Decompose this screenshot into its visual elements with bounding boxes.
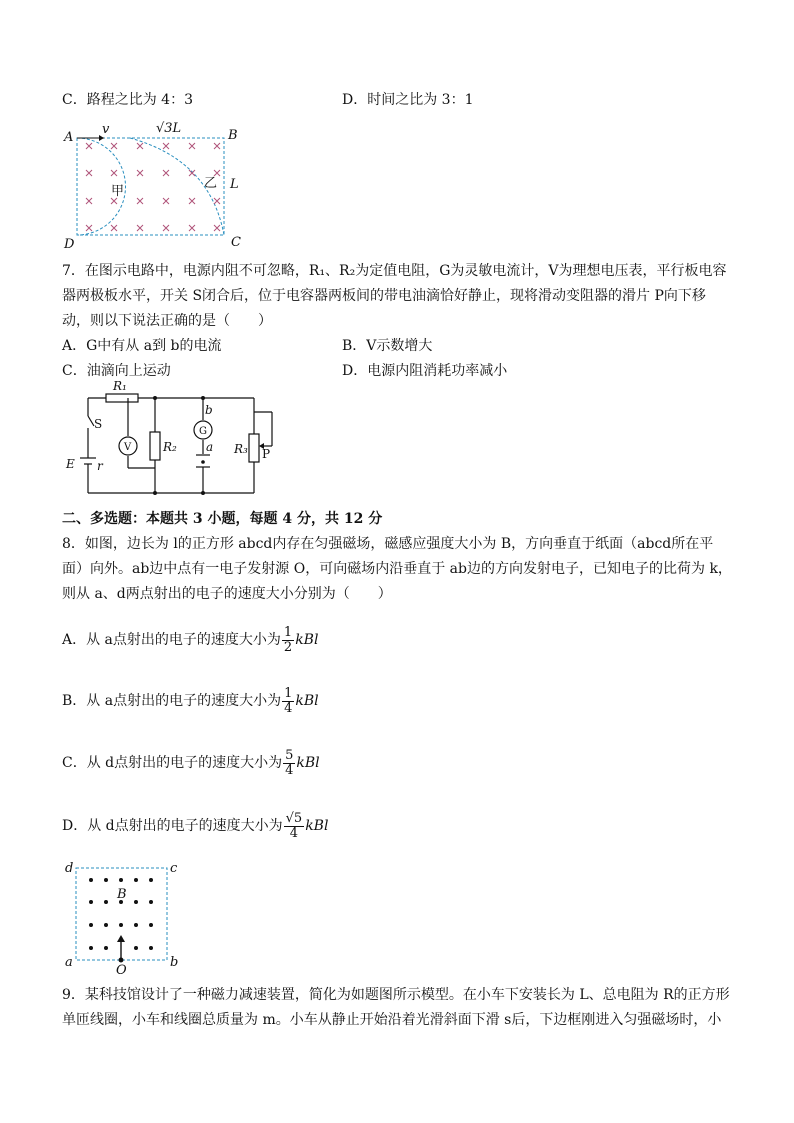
field-dot bbox=[104, 900, 108, 904]
field-dot bbox=[149, 923, 153, 927]
q8-option-d: D．从 d点射出的电子的速度大小为 $\frac{√5}{4}$ kBl bbox=[62, 810, 329, 841]
field-dot bbox=[119, 923, 123, 927]
q6-option-d: D．时间之比为 3：1 bbox=[342, 92, 474, 108]
q7-option-c: C．油滴向上运动 bbox=[62, 363, 171, 379]
field-dot bbox=[134, 923, 138, 927]
field-dot bbox=[149, 946, 153, 950]
section-2-heading: 二、多选题：本题共 3 小题，每题 4 分，共 12 分 bbox=[62, 511, 383, 527]
fig7-label-g: G bbox=[199, 426, 207, 437]
field-dot bbox=[104, 923, 108, 927]
field-dot bbox=[89, 878, 93, 882]
field-dot bbox=[89, 946, 93, 950]
q8-stem-line3: 则从 a、d两点射出的电子的速度大小分别为（ ） bbox=[62, 586, 392, 602]
q9-stem-line1: 9．某科技馆设计了一种磁力减速装置，简化为如题图所示模型。在小车下安装长为 L、总电阻为 R的正方形 bbox=[62, 987, 730, 1003]
field-dot bbox=[104, 946, 108, 950]
q8-stem-line2: 面）向外。ab边中点有一电子发射源 O，可向磁场内沿垂直于 ab边的方向发射电子，已知电子的比荷为 k， bbox=[62, 561, 732, 577]
fig7-label-r3: R₃ bbox=[234, 442, 248, 456]
fig7-label-a: a bbox=[206, 440, 214, 454]
fig7-label-s: S bbox=[94, 417, 103, 431]
q8-option-b: B．从 a点射出的电子的速度大小为 $\frac{1}{4}$ kBl bbox=[62, 685, 319, 716]
fig7-label-r: r bbox=[97, 459, 103, 473]
field-dot bbox=[134, 946, 138, 950]
q9-stem-line2: 单匝线圈，小车和线圈总质量为 m。小车从静止开始沿着光滑斜面下滑 s后，下边框刚进入匀强磁场时，小 bbox=[62, 1012, 722, 1028]
field-dot bbox=[149, 900, 153, 904]
fig7-label-p: P bbox=[262, 447, 271, 461]
fig8-label-o: O bbox=[116, 963, 127, 978]
fig8-label-a: a bbox=[65, 955, 73, 970]
fig8-label-b: b bbox=[170, 955, 179, 970]
fig6-label-d: D bbox=[64, 237, 75, 252]
q7-option-a: A．G中有从 a到 b的电流 bbox=[62, 338, 222, 354]
fig7-label-r1: R₁ bbox=[113, 379, 127, 393]
q7-stem-line3: 动，则以下说法正确的是（ ） bbox=[62, 313, 272, 329]
q8-option-a: A．从 a点射出的电子的速度大小为 $\frac{1}{2}$ kBl bbox=[62, 624, 319, 655]
fig7-label-v: V bbox=[124, 442, 132, 453]
fig8-label-b-field: B bbox=[117, 887, 127, 902]
fig7-label-e: E bbox=[66, 457, 75, 471]
fig6-label-a: A bbox=[64, 130, 74, 145]
fig6-label-b: B bbox=[228, 128, 238, 143]
fig6-label-v: v bbox=[102, 122, 110, 137]
fig6-label-yi: 乙 bbox=[204, 176, 218, 191]
field-dot bbox=[104, 878, 108, 882]
field-dot bbox=[89, 900, 93, 904]
q6-option-c: C．路程之比为 4：3 bbox=[62, 92, 193, 108]
field-dot bbox=[119, 878, 123, 882]
field-dot bbox=[134, 900, 138, 904]
fig8-label-c: c bbox=[170, 861, 178, 876]
fig7-label-b: b bbox=[205, 403, 213, 417]
fig7-label-r2: R₂ bbox=[163, 440, 177, 454]
field-dot bbox=[134, 878, 138, 882]
field-dot bbox=[89, 923, 93, 927]
fig8-label-d: d bbox=[65, 861, 74, 876]
q7-option-b: B．V示数增大 bbox=[342, 338, 433, 354]
q7-stem-line2: 器两极板水平，开关 S闭合后，位于电容器两板间的带电油滴恰好静止，现将滑动变阻器的滑片 P向下移 bbox=[62, 288, 706, 304]
fig8-source-o bbox=[119, 958, 124, 963]
fig6-label-top-length: √3L bbox=[156, 121, 182, 136]
field-dot bbox=[149, 878, 153, 882]
q8-stem-line1: 8．如图，边长为 l的正方形 abcd内存在匀强磁场，磁感应强度大小为 B，方向垂直于纸面（abcd所在平 bbox=[62, 536, 714, 552]
q7-stem-line1: 7．在图示电路中，电源内阻不可忽略，R₁、R₂为定值电阻，G为灵敏电流计，V为理想电压表，平行板电容 bbox=[62, 263, 727, 279]
fig6-label-jia: 甲 bbox=[111, 184, 125, 199]
q7-option-d: D．电源内阻消耗功率减小 bbox=[342, 363, 508, 379]
fig6-label-l: L bbox=[230, 177, 239, 192]
q8-option-c: C．从 d点射出的电子的速度大小为 $\frac{5}{4}$ kBl bbox=[62, 747, 320, 778]
fig6-label-c: C bbox=[231, 235, 241, 250]
